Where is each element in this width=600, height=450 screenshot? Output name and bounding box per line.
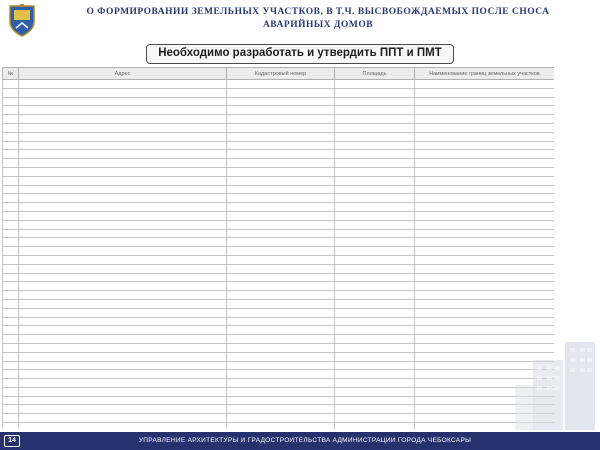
cell-zone-name [415, 238, 555, 247]
cell-address [19, 238, 227, 247]
cell-address [19, 185, 227, 194]
cell-number [3, 335, 19, 344]
cell-address [19, 132, 227, 141]
cell-area [335, 203, 415, 212]
cell-number [3, 97, 19, 106]
cell-zone-name [415, 97, 555, 106]
cell-area [335, 88, 415, 97]
cell-area [335, 132, 415, 141]
cell-address [19, 273, 227, 282]
land-plots-table [2, 67, 554, 429]
cell-number [3, 308, 19, 317]
cell-area [335, 176, 415, 185]
cell-cadastral-number [227, 123, 335, 132]
cell-cadastral-number [227, 282, 335, 291]
table-row [3, 343, 555, 352]
cell-zone-name [415, 273, 555, 282]
cell-number [3, 387, 19, 396]
cell-cadastral-number [227, 194, 335, 203]
cell-area [335, 414, 415, 423]
cell-address [19, 379, 227, 388]
cell-cadastral-number [227, 423, 335, 429]
cell-address [19, 299, 227, 308]
table-row [3, 229, 555, 238]
cell-zone-name [415, 115, 555, 124]
cell-number [3, 317, 19, 326]
cell-address [19, 343, 227, 352]
cell-cadastral-number [227, 185, 335, 194]
cell-address [19, 176, 227, 185]
cell-address [19, 264, 227, 273]
land-plots-table-grid [2, 67, 554, 429]
table-row [3, 264, 555, 273]
cell-cadastral-number [227, 220, 335, 229]
page-title [44, 6, 592, 32]
column-header-cadastral-number: Кадастровый номер [227, 68, 335, 80]
page-number-badge: 14 [4, 435, 20, 447]
column-header-zone-name: Наименование границ земельных участков [415, 68, 555, 80]
cell-number [3, 150, 19, 159]
table-row [3, 326, 555, 335]
table-row [3, 247, 555, 256]
cell-cadastral-number [227, 387, 335, 396]
cell-address [19, 370, 227, 379]
cell-number [3, 370, 19, 379]
cell-address [19, 88, 227, 97]
cell-number [3, 247, 19, 256]
cell-area [335, 405, 415, 414]
footer-organization-text: УПРАВЛЕНИЕ АРХИТЕКТУРЫ И ГРАДОСТРОИТЕЛЬСТВА АДМИНИСТРАЦИИ ГОРОДА ЧЕБОКСАРЫ [138, 437, 472, 444]
cell-address [19, 211, 227, 220]
table-row [3, 335, 555, 344]
cell-area [335, 423, 415, 429]
table-row [3, 97, 555, 106]
cell-area [335, 387, 415, 396]
cell-cadastral-number [227, 299, 335, 308]
table-row [3, 159, 555, 168]
table-row [3, 405, 555, 414]
cell-cadastral-number [227, 370, 335, 379]
cell-cadastral-number [227, 414, 335, 423]
cell-number [3, 220, 19, 229]
cell-cadastral-number [227, 308, 335, 317]
cell-zone-name [415, 150, 555, 159]
cell-cadastral-number [227, 159, 335, 168]
table-row [3, 176, 555, 185]
cell-zone-name [415, 106, 555, 115]
table-row [3, 203, 555, 212]
cell-address [19, 123, 227, 132]
cell-area [335, 229, 415, 238]
cell-number [3, 326, 19, 335]
cell-address [19, 387, 227, 396]
cell-area [335, 80, 415, 89]
cell-address [19, 80, 227, 89]
city-coat-of-arms-icon [8, 4, 36, 38]
table-row [3, 106, 555, 115]
table-row [3, 150, 555, 159]
cell-address [19, 335, 227, 344]
cell-address [19, 194, 227, 203]
cell-area [335, 299, 415, 308]
cell-cadastral-number [227, 167, 335, 176]
cell-area [335, 185, 415, 194]
cell-number [3, 273, 19, 282]
table-row [3, 361, 555, 370]
cell-zone-name [415, 132, 555, 141]
cell-cadastral-number [227, 352, 335, 361]
cell-number [3, 185, 19, 194]
cell-cadastral-number [227, 255, 335, 264]
column-header-address: Адрес [19, 68, 227, 80]
cell-number [3, 291, 19, 300]
table-row [3, 423, 555, 429]
cell-address [19, 255, 227, 264]
table-row [3, 141, 555, 150]
table-row [3, 291, 555, 300]
cell-address [19, 361, 227, 370]
column-header-number: № [3, 68, 19, 80]
table-row [3, 123, 555, 132]
cell-address [19, 423, 227, 429]
cell-address [19, 106, 227, 115]
table-row [3, 387, 555, 396]
cell-number [3, 141, 19, 150]
cell-address [19, 308, 227, 317]
cell-area [335, 238, 415, 247]
cell-area [335, 194, 415, 203]
cell-zone-name [415, 220, 555, 229]
cell-address [19, 97, 227, 106]
cell-address [19, 220, 227, 229]
cell-cadastral-number [227, 405, 335, 414]
cell-cadastral-number [227, 229, 335, 238]
cell-area [335, 326, 415, 335]
cell-zone-name [415, 211, 555, 220]
cell-zone-name [415, 299, 555, 308]
cell-area [335, 97, 415, 106]
cell-number [3, 211, 19, 220]
cell-cadastral-number [227, 361, 335, 370]
cell-address [19, 247, 227, 256]
table-row [3, 194, 555, 203]
cell-address [19, 405, 227, 414]
cell-area [335, 335, 415, 344]
table-row [3, 299, 555, 308]
building-illustration [515, 330, 600, 430]
page-title-line-2: АВАРИЙНЫХ ДОМОВ [262, 20, 374, 30]
cell-area [335, 379, 415, 388]
cell-area [335, 273, 415, 282]
cell-zone-name [415, 80, 555, 89]
cell-zone-name [415, 291, 555, 300]
cell-zone-name [415, 255, 555, 264]
cell-cadastral-number [227, 150, 335, 159]
cell-number [3, 88, 19, 97]
cell-area [335, 396, 415, 405]
cell-zone-name [415, 247, 555, 256]
cell-cadastral-number [227, 97, 335, 106]
cell-number [3, 414, 19, 423]
cell-cadastral-number [227, 326, 335, 335]
cell-cadastral-number [227, 106, 335, 115]
cell-area [335, 370, 415, 379]
table-row [3, 115, 555, 124]
cell-address [19, 326, 227, 335]
table-row [3, 255, 555, 264]
cell-number [3, 238, 19, 247]
table-row [3, 379, 555, 388]
cell-number [3, 423, 19, 429]
table-row [3, 352, 555, 361]
cell-number [3, 255, 19, 264]
page-title-line-1: О ФОРМИРОВАНИИ ЗЕМЕЛЬНЫХ УЧАСТКОВ, В Т.Ч. ВЫСВОБОЖДАЕМЫХ ПОСЛЕ СНОСА [86, 7, 550, 17]
footer-bar [0, 432, 600, 450]
cell-address [19, 282, 227, 291]
table-row [3, 396, 555, 405]
table-row [3, 273, 555, 282]
table-row [3, 370, 555, 379]
cell-number [3, 264, 19, 273]
cell-cadastral-number [227, 115, 335, 124]
cell-number [3, 379, 19, 388]
cell-number [3, 361, 19, 370]
cell-address [19, 414, 227, 423]
cell-zone-name [415, 229, 555, 238]
cell-cadastral-number [227, 247, 335, 256]
table-row [3, 167, 555, 176]
cell-cadastral-number [227, 80, 335, 89]
cell-area [335, 115, 415, 124]
cell-area [335, 352, 415, 361]
cell-cadastral-number [227, 211, 335, 220]
cell-zone-name [415, 123, 555, 132]
cell-number [3, 132, 19, 141]
notice-banner: Необходимо разработать и утвердить ППТ и ПМТ [146, 44, 454, 64]
table-body [3, 80, 555, 430]
cell-number [3, 229, 19, 238]
cell-zone-name [415, 203, 555, 212]
table-row [3, 317, 555, 326]
cell-area [335, 282, 415, 291]
table-row [3, 308, 555, 317]
cell-area [335, 159, 415, 168]
cell-zone-name [415, 264, 555, 273]
cell-zone-name [415, 141, 555, 150]
cell-area [335, 106, 415, 115]
cell-zone-name [415, 159, 555, 168]
table-row [3, 80, 555, 89]
cell-number [3, 405, 19, 414]
cell-address [19, 150, 227, 159]
cell-area [335, 220, 415, 229]
table-row [3, 88, 555, 97]
cell-zone-name [415, 194, 555, 203]
cell-number [3, 352, 19, 361]
cell-number [3, 194, 19, 203]
cell-zone-name [415, 167, 555, 176]
cell-zone-name [415, 282, 555, 291]
cell-cadastral-number [227, 264, 335, 273]
cell-zone-name [415, 317, 555, 326]
cell-cadastral-number [227, 132, 335, 141]
cell-number [3, 80, 19, 89]
cell-cadastral-number [227, 379, 335, 388]
cell-address [19, 115, 227, 124]
cell-address [19, 141, 227, 150]
cell-area [335, 264, 415, 273]
cell-cadastral-number [227, 317, 335, 326]
cell-number [3, 176, 19, 185]
table-row [3, 238, 555, 247]
cell-cadastral-number [227, 335, 335, 344]
cell-number [3, 106, 19, 115]
column-header-area: Площадь [335, 68, 415, 80]
cell-cadastral-number [227, 273, 335, 282]
cell-number [3, 396, 19, 405]
cell-number [3, 282, 19, 291]
cell-number [3, 115, 19, 124]
cell-cadastral-number [227, 343, 335, 352]
cell-cadastral-number [227, 141, 335, 150]
cell-zone-name [415, 176, 555, 185]
table-row [3, 185, 555, 194]
cell-zone-name [415, 88, 555, 97]
cell-cadastral-number [227, 176, 335, 185]
cell-number [3, 299, 19, 308]
cell-number [3, 167, 19, 176]
table-row [3, 414, 555, 423]
cell-address [19, 352, 227, 361]
cell-area [335, 255, 415, 264]
cell-area [335, 167, 415, 176]
cell-number [3, 123, 19, 132]
table-row [3, 132, 555, 141]
cell-cadastral-number [227, 291, 335, 300]
cell-cadastral-number [227, 203, 335, 212]
cell-area [335, 291, 415, 300]
cell-zone-name [415, 185, 555, 194]
cell-area [335, 211, 415, 220]
cell-area [335, 123, 415, 132]
cell-cadastral-number [227, 238, 335, 247]
cell-address [19, 159, 227, 168]
cell-address [19, 229, 227, 238]
cell-address [19, 167, 227, 176]
cell-number [3, 203, 19, 212]
cell-number [3, 343, 19, 352]
cell-area [335, 317, 415, 326]
cell-area [335, 247, 415, 256]
cell-zone-name [415, 308, 555, 317]
cell-address [19, 317, 227, 326]
cell-area [335, 343, 415, 352]
table-row [3, 220, 555, 229]
cell-area [335, 141, 415, 150]
table-header-row [3, 68, 555, 80]
table-row [3, 282, 555, 291]
cell-address [19, 396, 227, 405]
cell-area [335, 150, 415, 159]
cell-address [19, 291, 227, 300]
cell-area [335, 361, 415, 370]
cell-address [19, 203, 227, 212]
cell-number [3, 159, 19, 168]
table-row [3, 211, 555, 220]
cell-cadastral-number [227, 396, 335, 405]
cell-cadastral-number [227, 88, 335, 97]
cell-area [335, 308, 415, 317]
